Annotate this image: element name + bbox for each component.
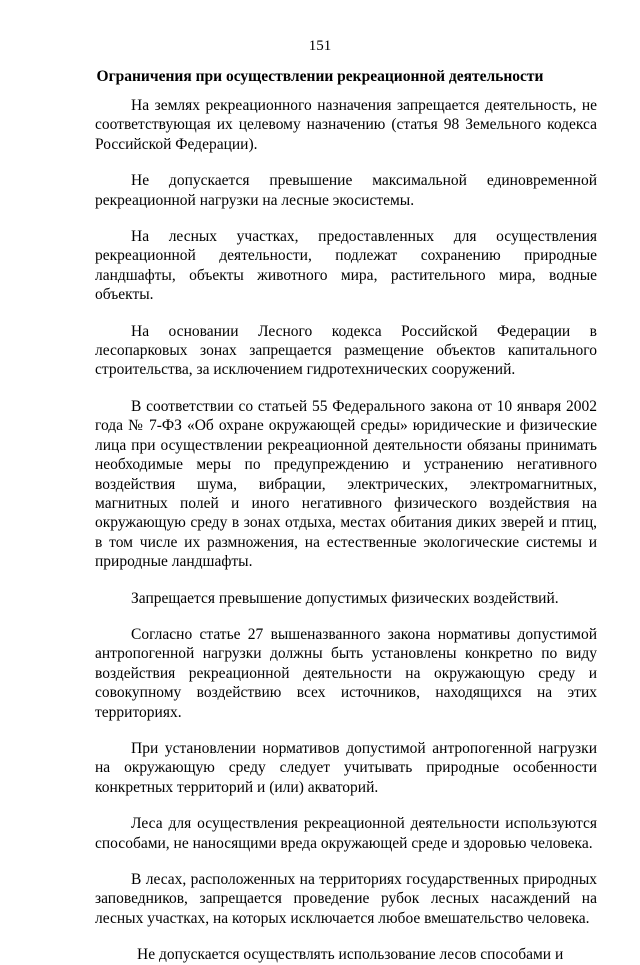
document-body: [95, 96, 597, 965]
page-number: 151: [308, 38, 332, 54]
paragraph: При установлении нормативов допустимой антропогенной нагрузки на окружающую среду следует учитывать природные особенности конкретных территорий и (или) акваторий.: [95, 739, 597, 796]
paragraph: Запрещается превышение допустимых физических воздействий.: [131, 589, 559, 607]
paragraph: Согласно статье 27 вышеназванного закона нормативы допустимой антропогенной нагрузки должны быть установлены конкретно по виду воздействия рекреационной деятельности на окружающую среду и совокупному воздействию всех источников, находящихся на этих территориях.: [95, 625, 597, 721]
paragraph: Леса для осуществления рекреационной деятельности используются способами, не наносящими вреда окружающей среде и здоровью человека.: [95, 815, 597, 852]
paragraph: Не допускается превышение максимальной единовременной рекреационной нагрузки на лесные экосистемы.: [95, 172, 597, 209]
paragraph: На основании Лесного кодекса Российской Федерации в лесопарковых зонах запрещается размещение объектов капитального строительства, за исключением гидротехнических сооружений.: [95, 322, 597, 379]
paragraph: Не допускается осуществлять использование лесов способами и: [137, 946, 564, 964]
section-heading: Ограничения при осуществлении рекреационной деятельности: [96, 68, 544, 85]
paragraph: На лесных участках, предоставленных для осуществления рекреационной деятельности, подлежат сохранению природные ландшафты, объекты животного мира, растительного мира, водные объекты.: [95, 228, 597, 304]
paragraph: На землях рекреационного назначения запрещается деятельность, не соответствующая их целевому назначению (статья 98 Земельного кодекса Российской Федерации).: [95, 97, 597, 153]
paragraph: В соответствии со статьей 55 Федерального закона от 10 января 2002 года № 7-ФЗ «Об охране окружающей среды» юридические и физические лица при осуществлении рекреационной деятельности обязаны принимать необходимые меры по предупреждению и устранению негативного воздействия шума, вибрации, электрических, электромагнитных, магнитных полей и иного негативного физического воздействия на окружающую среду в зонах отдыха, местах обитания диких зверей и птиц, в том числе их размножения, на естественные экологические системы и природные ландшафты.: [95, 397, 597, 571]
paragraph: В лесах, расположенных на территориях государственных природных заповедников, запрещается проведение рубок лесных насаждений на лесных участках, на которых исключается любое вмешательство человека.: [95, 871, 597, 927]
